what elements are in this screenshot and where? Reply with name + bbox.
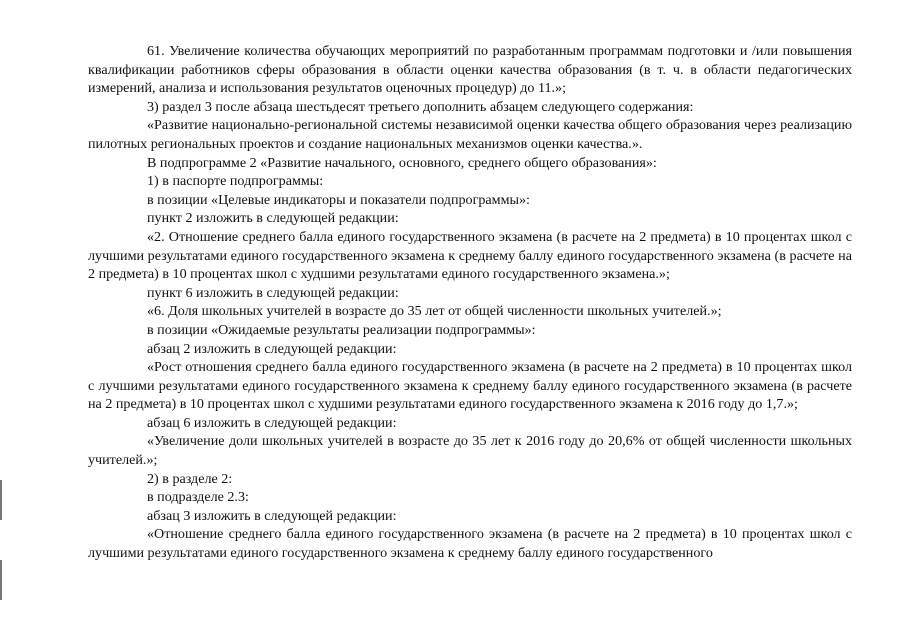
scan-edge-mark [0, 560, 2, 600]
paragraph-abzats-3-text: «Отношение среднего балла единого государственного экзамена (в расчете на 2 предмета) в 10 процентах школ с лучшими результатами единого государственного экзамена к среднему баллу единого государственного [88, 526, 852, 562]
paragraph-expected-results: в позиции «Ожидаемые результаты реализации подпрограммы»: [147, 321, 536, 338]
paragraph-item-6-instruction: пункт 6 изложить в следующей редакции: [147, 284, 399, 301]
paragraph-section-3-amendment: 3) раздел 3 после абзаца шестьдесят третьего дополнить абзацем следующего содержания: [147, 98, 694, 115]
paragraph-item-2-text: «2. Отношение среднего балла единого государственного экзамена (в расчете на 2 предмета) в 10 процентах школ с лучшими результатами единого государственного экзамена к среднему баллу единого государственного экзамена (в расчете на 2 предмета) в 10 процентах школ с худшими результатами единого государственного экзамена.»; [88, 228, 852, 283]
paragraph-subsection-2-3: в подразделе 2.3: [147, 489, 249, 506]
paragraph-passport: 1) в паспорте подпрограммы: [147, 173, 324, 190]
paragraph-subprogram-2: В подпрограмме 2 «Развитие начального, основного, среднего общего образования»: [147, 154, 657, 171]
paragraph-target-indicators: в позиции «Целевые индикаторы и показатели подпрограммы»: [147, 191, 530, 208]
paragraph-abzats-6-text: «Увеличение доли школьных учителей в возрасте до 35 лет к 2016 году до 20,6% от общей численности школьных учителей.»; [88, 433, 852, 469]
paragraph-item-61: 61. Увеличение количества обучающих мероприятий по разработанным программам подготовки и /или повышения квалификации работников сферы образования в области оценки качества образования (в т. ч. в области педагогических измерений, анализа и использования результатов оценочных процедур) до 11.»; [88, 43, 852, 97]
scan-edge-mark [0, 480, 2, 520]
paragraph-item-2-instruction: пункт 2 изложить в следующей редакции: [147, 210, 399, 227]
paragraph-item-6-text: «6. Доля школьных учителей в возрасте до 35 лет от общей численности школьных учителей.»; [147, 303, 722, 320]
paragraph-section-2: 2) в разделе 2: [147, 470, 233, 487]
paragraph-abzats-2-text: «Рост отношения среднего балла единого государственного экзамена (в расчете на 2 предмета) в 10 процентах школ с лучшими результатами единого государственного экзамена к среднему баллу единого государственного экзамена (в расчете на 2 предмета) в 10 процентах школ с худшими результатами единого государственного экзамена к 2016 году до 1,7.»; [88, 359, 852, 413]
paragraph-abzats-2-instruction: абзац 2 изложить в следующей редакции: [147, 340, 397, 357]
paragraph-abzats-6-instruction: абзац 6 изложить в следующей редакции: [147, 414, 397, 431]
paragraph-abzats-3-instruction: абзац 3 изложить в следующей редакции: [147, 507, 397, 524]
paragraph-quoted-addition: «Развитие национально-региональной системы независимой оценки качества общего образования через реализацию пилотных региональных проектов и создание национальных механизмов оценки качества.». [88, 117, 852, 152]
document-body [88, 42, 852, 563]
